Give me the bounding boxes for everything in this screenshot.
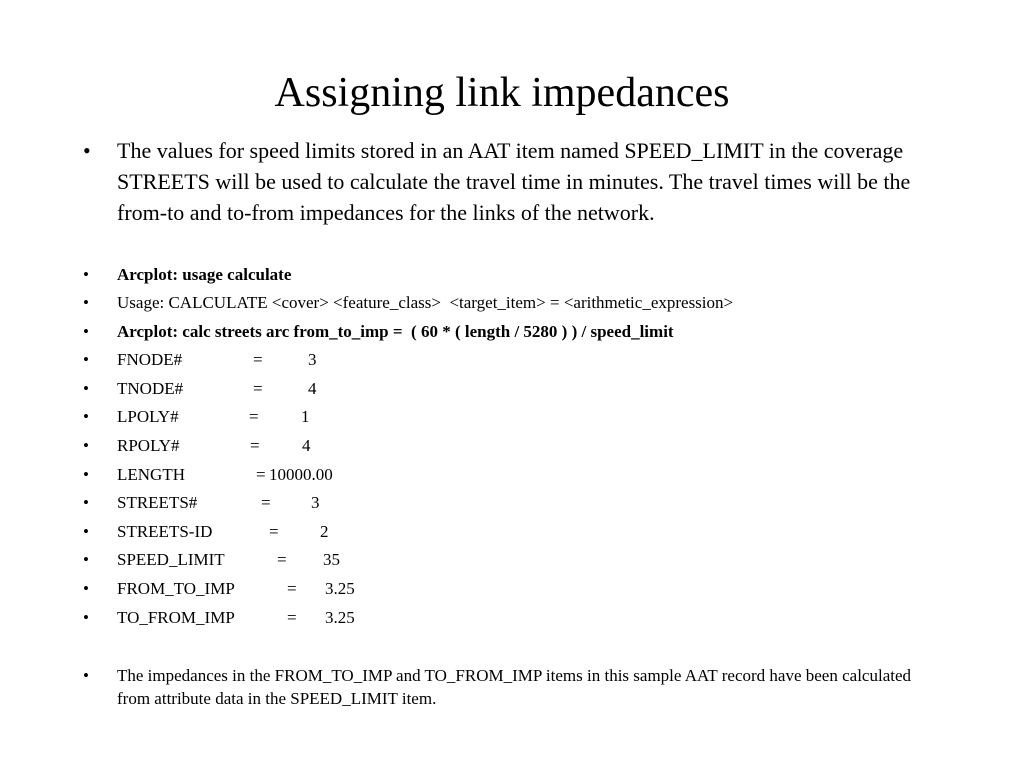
record-sep: = [249, 407, 259, 426]
bullet-marker: • [83, 138, 91, 163]
record-key: TNODE# [117, 379, 184, 398]
record-key: RPOLY# [117, 436, 180, 455]
bullet-marker: • [83, 293, 89, 312]
record-sep: = [256, 465, 266, 484]
record-sep: = [269, 522, 279, 541]
bullet-text: Arcplot: calc streets arc from_to_imp = ( 60 * ( length / 5280 ) ) / speed_limit [117, 322, 674, 341]
bullet-text: The impedances in the FROM_TO_IMP and TO_FROM_IMP items in this sample AAT record have been calculated from attribute data in the SPEED_LIMIT item. [117, 666, 912, 708]
record-key: FNODE# [117, 350, 183, 369]
bullet-marker: • [83, 350, 89, 369]
record-sep: = [253, 350, 263, 369]
bullet-marker: • [83, 407, 89, 426]
bullet-text: The values for speed limits stored in an AAT item named SPEED_LIMIT in the coverage STREETS will be used to calculate the travel time in minutes. The travel times will be the from-to and to-from impedances for the links of the network. [117, 138, 911, 225]
record-value: 3 [311, 493, 320, 512]
bullet-marker: • [83, 493, 89, 512]
record-value: 4 [308, 379, 317, 398]
record-sep: = [287, 579, 297, 598]
bullet-marker: • [83, 436, 89, 455]
record-sep: = [277, 550, 287, 569]
record-sep: = [250, 436, 260, 455]
bullet-marker: • [83, 265, 89, 284]
bullet-marker: • [83, 322, 89, 341]
record-value: 10000.00 [269, 465, 333, 484]
record-value: 1 [301, 407, 310, 426]
record-value: 2 [320, 522, 329, 541]
record-key: LPOLY# [117, 407, 179, 426]
bullet-text: Arcplot: usage calculate [117, 265, 292, 284]
record-key: TO_FROM_IMP [117, 608, 235, 627]
record-key: LENGTH [117, 465, 185, 484]
bullet-text: Usage: CALCULATE <cover> <feature_class> <target_item> = <arithmetic_expression> [117, 293, 734, 312]
record-key: STREETS-ID [117, 522, 213, 541]
record-value: 3.25 [325, 608, 355, 627]
record-key: SPEED_LIMIT [117, 550, 225, 569]
record-value: 3 [308, 350, 317, 369]
bullet-marker: • [83, 522, 89, 541]
record-value: 35 [323, 550, 340, 569]
record-sep: = [261, 493, 271, 512]
bullet-marker: • [83, 579, 89, 598]
bullet-marker: • [83, 550, 89, 569]
record-sep: = [287, 608, 297, 627]
record-value: 3.25 [325, 579, 355, 598]
slide-title: Assigning link impedances [274, 70, 730, 116]
bullet-marker: • [83, 465, 89, 484]
record-key: FROM_TO_IMP [117, 579, 235, 598]
record-key: STREETS# [117, 493, 198, 512]
bullet-marker: • [83, 608, 89, 627]
record-value: 4 [302, 436, 311, 455]
record-sep: = [253, 379, 263, 398]
bullet-marker: • [83, 379, 89, 398]
bullet-marker: • [83, 666, 89, 685]
